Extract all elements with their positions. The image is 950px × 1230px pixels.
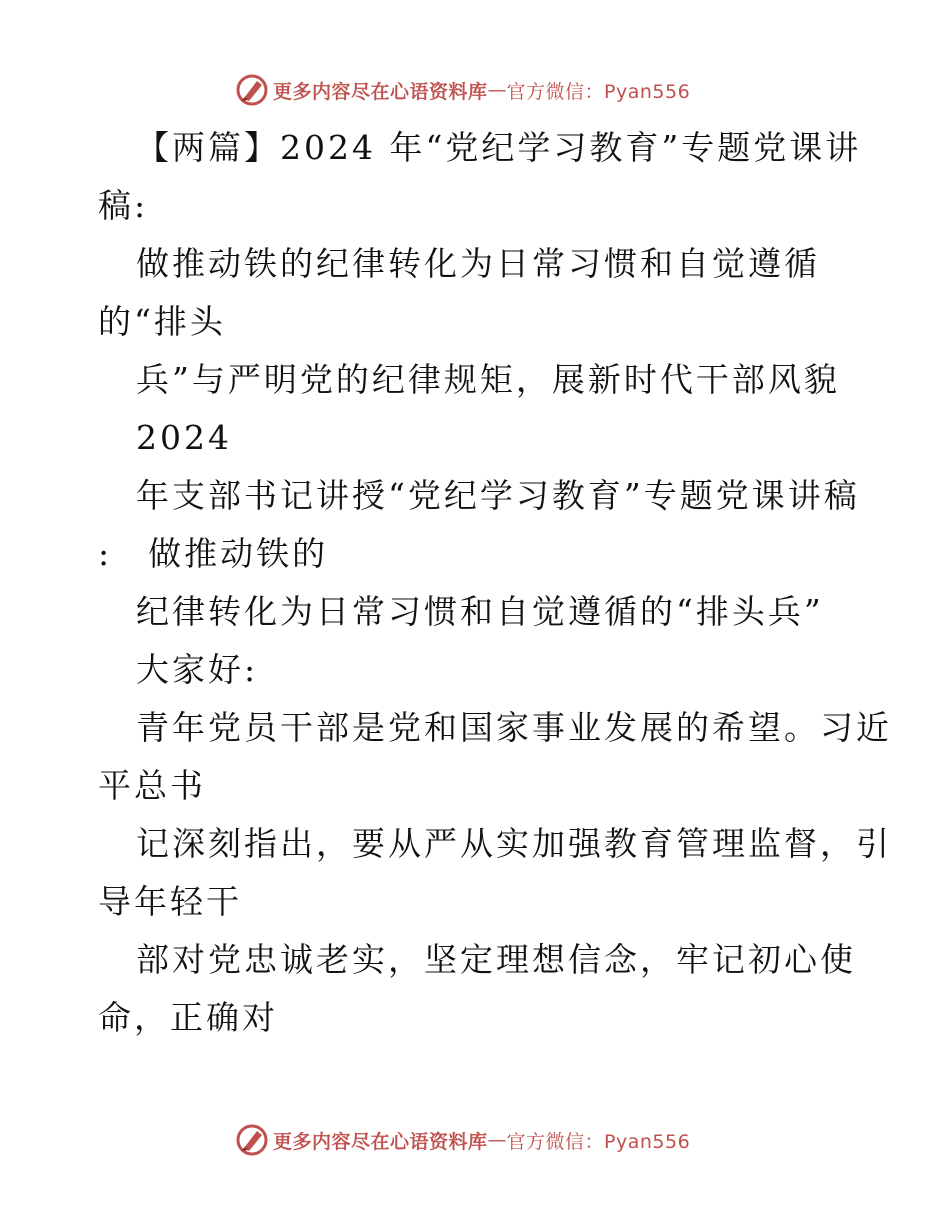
text-line: 兵”与严明党的纪律规矩，展新时代干部风貌 xyxy=(136,360,840,399)
text-line: 年支部书记讲授“党纪学习教育”专题党课讲稿 xyxy=(136,476,860,515)
document-title-line-1: 【两篇】2024 年“党纪学习教育”专题党课讲 xyxy=(136,128,862,167)
watermark-dash: — xyxy=(487,79,507,101)
greeting-line: 大家好: xyxy=(136,650,259,689)
header-watermark xyxy=(235,73,690,107)
text-line: 部对党忠诚老实，坚定理想信念，牢记初心使 xyxy=(136,940,856,979)
watermark-dash: — xyxy=(487,1129,507,1151)
watermark-main-text: 更多内容尽在心语资料库 xyxy=(273,80,488,103)
document-title-line-2: 稿: xyxy=(98,186,149,225)
watermark-main-text: 更多内容尽在心语资料库 xyxy=(273,1130,488,1153)
pen-nib-logo-icon xyxy=(235,1123,269,1157)
watermark-contact-text: 官方微信：Pyan556 xyxy=(506,1130,691,1153)
text-line: 纪律转化为日常习惯和自觉遵循的“排头兵” xyxy=(136,592,824,631)
text-line: 导年轻干 xyxy=(98,882,242,921)
text-line: : 做推动铁的 xyxy=(98,534,329,573)
text-line: 记深刻指出，要从严从实加强教育管理监督，引 xyxy=(136,824,892,863)
text-line: 命，正确对 xyxy=(98,998,278,1037)
text-line: 做推动铁的纪律转化为日常习惯和自觉遵循 xyxy=(136,244,820,283)
text-line: 2024 xyxy=(136,418,232,457)
watermark-contact-text: 官方微信：Pyan556 xyxy=(506,80,691,103)
footer-watermark xyxy=(235,1123,690,1157)
text-line: 的“排头 xyxy=(98,302,226,341)
text-line: 平总书 xyxy=(98,766,206,805)
text-line: 青年党员干部是党和国家事业发展的希望。习近 xyxy=(136,708,892,747)
pen-nib-logo-icon xyxy=(235,73,269,107)
